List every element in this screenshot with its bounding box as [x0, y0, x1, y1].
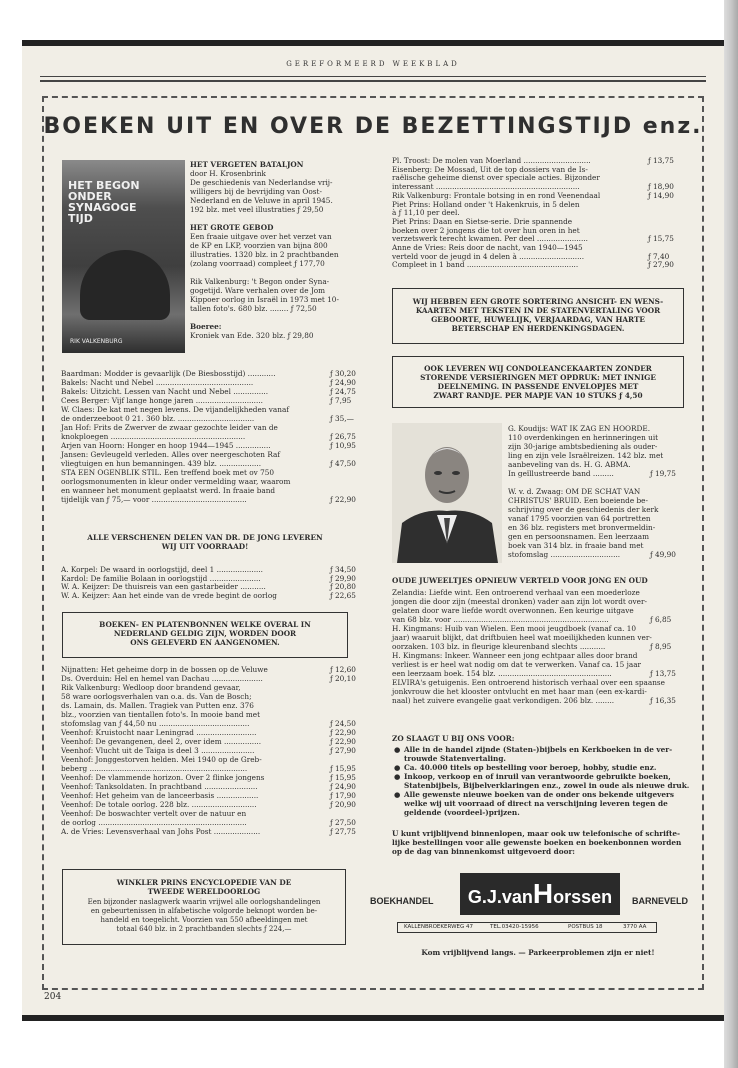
book-line: verzetswerk terecht kwamen. Per deel ......................: [392, 234, 588, 244]
closing-line: lijke bestellingen voor alle gewenste boeken en boekenbonnen worden: [392, 838, 682, 847]
portrait-line: W. v. d. Zwaag: OM DE SCHAT VAN: [508, 487, 641, 496]
book-line-price: ƒ 24,75: [330, 387, 356, 396]
shop-name-block: [460, 873, 620, 915]
book-line-price: ƒ 14,90: [648, 190, 674, 200]
book-line-price: ƒ 20,80: [330, 582, 356, 591]
book-line-price: ƒ 15,95: [330, 764, 356, 773]
book-line-price: ƒ 7,40: [648, 251, 670, 261]
book-line: Veenhof: Het geheim van de lanceerbasis ..................: [61, 791, 259, 800]
running-head: GEREFORMEERD WEEKBLAD: [286, 60, 460, 68]
shop-right: BARNEVELD: [632, 896, 689, 906]
book-line-price: ƒ 29,90: [330, 573, 356, 583]
book-line: Bakels: Nacht und Nebel ..........................................: [61, 378, 254, 387]
portrait-line: zijn 30-jarige ambtsbediening als ouder-: [508, 442, 658, 451]
book-line-price: ƒ 27,90: [330, 746, 356, 755]
oude-line: ELVIRA's getuigenis. Een ontroerend historisch verhaal over een spaanse: [392, 678, 665, 687]
bullet-icon: ●: [394, 745, 401, 754]
portrait-line: G. Koudijs: WAT IK ZAG EN HOORDE.: [508, 424, 651, 433]
portrait-line: boek van 314 blz. in fraaie band met: [508, 541, 644, 550]
book-line-price: ƒ 22,90: [330, 737, 356, 746]
bottom-band: [22, 1015, 724, 1021]
footer-line: Kom vrijblijvend langs. — Parkeerproblemen zijn er niet!: [421, 948, 655, 957]
book-line: Veenhof: De boswachter vertelt over de natuur en: [61, 809, 247, 818]
book-line: Arjen van Hoorn: Honger en hoop 1944—1945 ...............: [61, 441, 271, 450]
oude-line: gelaten door ware liefde wordt overwonnen. Een keurige uitgave: [392, 606, 634, 615]
bullet-line: Inkoop, verkoop en of inruil van verantwoorde gebruikte boeken,: [404, 772, 671, 781]
bullet-icon: ●: [394, 790, 401, 799]
shop-zip: 3770 AA: [623, 924, 647, 930]
winkler-text: handeld en toegelicht. Voorzien van 550 afbeeldingen met: [100, 916, 308, 924]
book-line-price: ƒ 24,90: [330, 782, 356, 791]
book-line: interessant ..............................................................: [392, 182, 580, 192]
book-line: Veenhof: Jonggestorven helden. Mei 1940 op de Greb-: [61, 755, 262, 764]
left-top-line: illustraties. 1320 blz. in 2 prachtbanden: [190, 250, 339, 259]
shop-address-bar: [397, 922, 657, 933]
book-line: de onderzeeboot 0 21. 360 blz. .................................: [61, 414, 255, 423]
bullet-icon: ●: [394, 763, 401, 772]
portrait-line: gen en persoonsnamen. Een leerzaam: [508, 532, 650, 541]
book-line: stofomslag van ƒ 44,50 nu .......................................: [61, 719, 250, 728]
bon-line: ONS GELEVERD EN AANGENOMEN.: [130, 638, 280, 647]
kaart-line: GEBOORTE, HUWELIJK, VERJAARDAG, VAN HARTE: [431, 315, 645, 324]
book-line: W. A. Keijzer: Aan het einde van de vrede begint de oorlog: [61, 590, 277, 600]
left-top-line: door H. Krosenbrink: [190, 169, 266, 178]
book-line: ds. Lamain, ds. Mallen. Tragiek van Putten enz. 376: [61, 701, 254, 710]
left-top-line: (zolang voorraad) compleet ƒ 177,70: [190, 259, 325, 268]
page-title: BOEKEN UIT EN OVER DE BEZETTINGSTIJD enz.: [43, 114, 703, 139]
book-line: Piet Prins: Holland onder 't Hakenkruis, in 5 delen: [392, 199, 580, 209]
bullet-line: Alle gewenste nieuwe boeken van de onder ons bekende uitgevers: [404, 790, 674, 799]
left-top-line: De geschiedenis van Nederlandse vrij-: [190, 178, 333, 187]
book-line: Eisenberg: De Mossad, Uit de top dossiers van de Is-: [392, 164, 588, 174]
book-line: beberg ....................................................................: [61, 764, 248, 773]
book-line: W. A. Keijzer: De thuisreis van een gastarbeider ...........: [61, 582, 266, 591]
book-line: Nijnatten: Het geheime dorp in de bossen op de Veluwe: [61, 665, 268, 674]
portrait-line: aanbeveling van ds. H. G. ABMA.: [508, 460, 631, 469]
shop-postbus: POSTBUS 18: [568, 924, 603, 930]
kaart-line: BETERSCHAP EN HERDENKINGSDAGEN.: [451, 324, 625, 333]
book-line-price: ƒ 15,75: [648, 234, 674, 244]
condo-line: STORENDE VERSIERINGEN MET OPDRUK: MET INNIGE: [420, 373, 656, 382]
portrait-line: In geïllustreerde band .........: [508, 469, 614, 478]
book-line: Veenhof: Tanksoldaten. In prachtband .......................: [61, 782, 258, 791]
book-line-price: ƒ 26,75: [330, 432, 356, 441]
portrait-line: CHRISTUS' BRUID. Een boeiende be-: [508, 496, 648, 505]
book-line: Kardol: De familie Bolaan in oorlogstijd ......................: [61, 573, 261, 583]
book-line: blz., voorzien van tientallen foto's. In mooie band met: [61, 710, 261, 719]
winkler-head: TWEEDE WERELDOORLOG: [147, 887, 261, 896]
book-line: W. Claes: De kat met negen levens. De vijandelijkheden vanaf: [61, 405, 290, 414]
winkler-head: WINKLER PRINS ENCYCLOPEDIE VAN DE: [116, 878, 292, 887]
author-portrait: [392, 423, 502, 563]
book-line-price: ƒ 24,90: [330, 378, 356, 387]
book-line: Veenhof: De gevangenen, deel 2, over idem ................: [61, 737, 262, 746]
oude-line-price: ƒ 6,85: [650, 615, 672, 624]
left-top-line: Boeree:: [190, 322, 222, 331]
book-line: tijdelijk van ƒ 75,— voor .........................................: [61, 495, 247, 504]
book-line: Piet Prins: Daan en Sietse-serie. Drie spannende: [392, 216, 573, 226]
book-line: à ƒ 11,10 per deel.: [392, 208, 460, 218]
book-line-price: ƒ 47,50: [330, 459, 356, 468]
book-line-price: ƒ 20,10: [330, 674, 356, 683]
left-top-line: gogetijd. Ware verhalen over de Jom: [190, 286, 326, 295]
shop-left: BOEKHANDEL: [370, 896, 434, 906]
left-top-line: Een fraaie uitgave over het verzet van: [190, 232, 332, 241]
book-line: oorlogsmonumenten in kleur onder vermelding waar, waarom: [61, 477, 291, 486]
cover-figure: [80, 250, 170, 320]
shop-name-1: G.J.van: [467, 887, 533, 907]
book-line-price: ƒ 27,90: [648, 260, 674, 270]
shop-tel: TEL.03420-15956: [490, 924, 539, 930]
oude-line: jongen die door zijn (meestal dronken) vader aan zijn lot wordt over-: [392, 597, 647, 606]
book-line: en wanneer het monument geplaatst werd. In fraaie band: [61, 486, 276, 495]
book-line: A. Korpel: De waard in oorlogstijd, deel 1 ....................: [61, 565, 263, 574]
book-line-price: ƒ 12,60: [330, 665, 356, 674]
book-line-price: ƒ 17,90: [330, 791, 356, 800]
closing-line: U kunt vrijblijvend binnenlopen, maar ook uw telefonische of schrifte-: [392, 829, 681, 838]
left-top-line: HET VERGETEN BATALJON: [190, 160, 304, 169]
shop-logo: [370, 868, 689, 918]
left-top-line: de KP en LKP, voorzien van bijna 800: [190, 241, 328, 250]
bullet-line: Ca. 40.000 titels op bestelling voor beroep, hobby, studie enz.: [404, 763, 657, 772]
bon-line: BOEKEN- EN PLATENBONNEN WELKE OVERAL IN: [99, 620, 311, 629]
book-line: Rik Valkenburg: Wedloop door brandend gevaar,: [61, 683, 241, 692]
book-line: 58 ware oorlogsverhalen van o.a. ds. Van de Bosch;: [61, 692, 252, 701]
book-line-price: ƒ 20,90: [330, 800, 356, 809]
shop-name-3: orssen: [553, 887, 613, 907]
left-top-line: Kroniek van Ede. 320 blz. ƒ 29,80: [190, 331, 314, 340]
portrait-line: ling en zijn vele Israëlreizen. 142 blz. met: [508, 451, 664, 460]
left-top-line: 192 blz. met veel illustraties ƒ 29,50: [190, 205, 324, 214]
closing-line: op de dag van binnenkomst uitgevoerd door:: [392, 847, 575, 856]
book-line: de oorlog ................................................................: [61, 818, 247, 827]
book-line: A. de Vries: Levensverhaal van Johs Post ....................: [61, 827, 261, 836]
book-line: Compleet in 1 band ................................................: [392, 260, 579, 270]
left-top-line: HET GROTE GEBOD: [190, 223, 274, 232]
book-line: raëlische geheime dienst over speciale acties. Bijzonder: [392, 173, 600, 183]
oude-line-price: ƒ 16,35: [650, 696, 676, 705]
oude-head: OUDE JUWEELTJES OPNIEUW VERTELD VOOR JONG EN OUD: [392, 576, 648, 585]
book-line-price: ƒ 18,90: [648, 182, 674, 192]
book-line: Cees Berger: Vijf lange honge jaren .............................: [61, 396, 263, 405]
bullet-line: Alle in de handel zijnde (Staten-)bijbels en Kerkboeken in de ver-: [404, 745, 673, 754]
condo-line: OOK LEVEREN WIJ CONDOLEANCEKAARTEN ZONDER: [424, 364, 652, 373]
portrait-line: stofomslag ..............................: [508, 550, 621, 559]
portrait-line-price: ƒ 19,75: [650, 469, 676, 478]
book-line: Veenhof: Kruistocht naar Leningrad ..........................: [61, 728, 257, 737]
portrait-line: schrijving over de geschiedenis der kerk: [508, 505, 659, 514]
book-line-price: ƒ 30,20: [330, 369, 356, 378]
book-line: Jansen: Gevleugeld verleden. Alles over neergeschoten Raf: [61, 450, 281, 459]
left-top-line: willigers bij de bevrijding van Oost-: [190, 187, 322, 196]
cover-author: RIK VALKENBURG: [70, 338, 123, 345]
bon-line: NEDERLAND GELDIG ZIJN, WORDEN DOOR: [113, 629, 297, 638]
book-line-price: ƒ 24,50: [330, 719, 356, 728]
top-band: [22, 40, 724, 46]
condo-line: DEELNEMING. IN PASSENDE ENVELOPJES MET: [437, 382, 639, 391]
page-edge: [724, 0, 738, 1068]
rule: [40, 80, 706, 82]
winkler-text: en gebeurtenissen in alfabetische volgorde beknopt worden be-: [90, 907, 318, 915]
oude-line-price: ƒ 13,75: [650, 669, 676, 678]
oude-line: jaar) waaruit blijkt, dat driftbuien heel wat moeilijkheden kunnen ver-: [392, 633, 652, 642]
left-top-line: Kippoer oorlog in Israël in 1973 met 10-: [190, 295, 339, 304]
book-line: Veenhof: De totale oorlog. 228 blz. ............................: [61, 800, 257, 809]
book-line: Veenhof: Vlucht uit de Taiga is deel 3 .......................: [61, 746, 255, 755]
portrait-line: vanaf 1795 voorzien van 64 portretten: [508, 514, 651, 523]
bullet-line: geldende (voordeel-)prijzen.: [404, 808, 520, 817]
left-top-line: Rik Valkenburg: 't Begon onder Syna-: [190, 277, 330, 286]
left-top-line: Nederland en de Veluwe in april 1945.: [190, 196, 333, 205]
book-cover-image: [62, 160, 185, 353]
book-line: vliegtuigen en hun bemanningen. 439 blz. ..................: [61, 459, 262, 468]
oude-line: naal) het zuivere evangelie gaat verkondigen. 206 blz. ........: [392, 696, 615, 705]
shop-name-2: H: [532, 878, 554, 909]
book-line: boeken over 2 jongens die tot over hun oren in het: [392, 225, 580, 235]
book-line: Rik Valkenburg: Frontale botsing in en rond Veenendaal: [392, 190, 601, 200]
book-line: verteld voor de jeugd in 4 delen à ............................: [392, 251, 585, 261]
jong-head-1: ALLE VERSCHENEN DELEN VAN DR. DE JONG LEVEREN: [87, 533, 323, 542]
book-line: knokploegen ..........................................................: [61, 432, 246, 441]
bullet-icon: ●: [394, 772, 401, 781]
oude-line: jonkvrouw die het klooster ontvlucht en met haar man (een ex-kardi-: [392, 687, 647, 696]
book-line-price: ƒ 22,90: [330, 495, 356, 504]
book-line-price: ƒ 22,65: [330, 590, 356, 600]
bullet-line: Statenbijbels, Bijbelverklaringen enz., zowel in oude als nieuwe druk.: [404, 781, 690, 790]
oude-line: een leerzaam boek. 154 blz. .................................................: [392, 669, 612, 678]
portrait-line: 110 overdenkingen en herinneringen uit: [508, 433, 659, 442]
oude-line: oorzaken. 103 blz. in fleurige kleurenband slechts ...........: [392, 642, 606, 651]
oude-line: van 68 blz. voor ...................................................................: [392, 615, 609, 624]
book-line-price: ƒ 13,75: [648, 156, 674, 165]
page-number: 204: [44, 992, 62, 1002]
cover-title: HET BEGON ONDER SYNAGOGE TIJD: [68, 179, 140, 225]
book-line: STA EEN OGENBLIK STIL. Een treffend boek met ov 750: [61, 468, 274, 477]
book-line-price: ƒ 27,75: [330, 827, 356, 836]
book-line-price: ƒ 27,50: [330, 818, 356, 827]
zo-head: ZO SLAAGT U BIJ ONS VOOR:: [392, 734, 515, 743]
book-line-price: ƒ 7,95: [330, 396, 352, 405]
book-line-price: ƒ 15,95: [330, 773, 356, 782]
shop-address: KALLENBROEKERWEG 47: [404, 924, 473, 930]
book-line-price: ƒ 34,50: [330, 565, 356, 574]
book-line: Pl. Troost: De molen van Moerland .............................: [392, 156, 591, 165]
winkler-text: Een bijzonder naslagwerk waarin vrijwel alle oorlogshandelingen: [87, 898, 321, 906]
book-line-price: ƒ 22,90: [330, 728, 356, 737]
rule: [40, 76, 706, 77]
book-line: Bakels: Uitzicht. Lessen van Nacht und Nebel ...............: [61, 387, 269, 396]
bullet-line: welke wij uit voorraad of direct na verschijning leveren tegen de: [404, 799, 668, 808]
left-top-line: tallen foto's. 680 blz. ........ ƒ 72,50: [190, 304, 317, 313]
condo-line: ZWART RANDJE. PER MAPJE VAN 10 STUKS ƒ 4,50: [433, 391, 643, 400]
winkler-text: totaal 640 blz. in 2 prachtbanden slechts ƒ 224,—: [116, 925, 292, 933]
oude-line-price: ƒ 8,95: [650, 642, 672, 651]
portrait-line: en 36 blz. registers met bronvermeldin-: [508, 523, 656, 532]
jong-head-2: WIJ UIT VOORRAAD!: [161, 542, 249, 551]
oude-line: Zelandia: Liefde wint. Een ontroerend verhaal van een moederloze: [392, 588, 640, 597]
book-line-price: ƒ 10,95: [330, 441, 356, 450]
book-line-price: ƒ 35,—: [330, 414, 354, 423]
book-line: Anne de Vries: Reis door de nacht, van 1940—1945: [392, 243, 583, 252]
kaart-line: KAARTEN MET TEKSTEN IN DE STATENVERTALING VOOR: [415, 306, 661, 315]
book-line: Veenhof: De vlammende horizon. Over 2 flinke jongens: [61, 773, 265, 782]
oude-line: H. Kingmans: Inkeer. Wanneer een jong echtpaar alles door brand: [392, 651, 638, 660]
oude-line: verliest is er heel wat nodig om dat te verwerken. Vanaf ca. 15 jaar: [392, 660, 642, 669]
book-line: Baardman: Modder is gevaarlijk (De Biesbosstijd) ............: [61, 369, 276, 378]
book-line: Ds. Overduin: Hel en hemel van Dachau ......................: [61, 674, 263, 683]
portrait-line-price: ƒ 49,90: [650, 550, 676, 559]
bullet-line: trouwde Statenvertaling.: [404, 754, 506, 763]
book-line: Jan Hof: Frits de Zwerver de zwaar gezochte leider van de: [61, 423, 278, 432]
oude-line: H. Kingmans: Huib van Wielen. Een mooi jeugdboek (vanaf ca. 10: [392, 624, 637, 633]
kaart-line: WIJ HEBBEN EEN GROTE SORTERING ANSICHT- EN WENS-: [412, 297, 664, 306]
